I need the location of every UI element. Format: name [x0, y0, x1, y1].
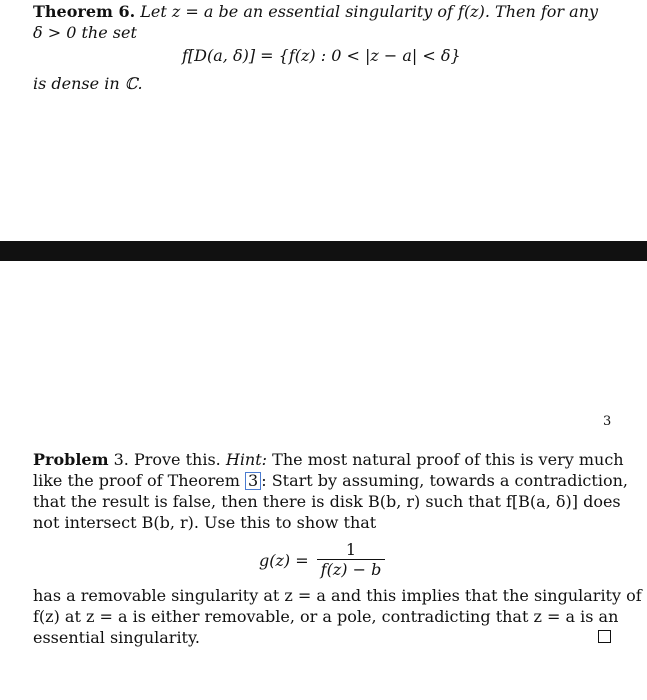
page-divider-bar — [0, 241, 647, 261]
fraction — [317, 541, 386, 580]
problem-label: Problem — [33, 450, 109, 469]
problem-line-3: that the result is false, then there is disk B(b, r) such that f[B(a, δ)] does — [33, 492, 621, 511]
theorem-equation: f[D(a, δ)] = {f(z) : 0 < |z − a| < δ} — [182, 46, 461, 65]
problem-line-2 — [33, 471, 628, 491]
display-formula — [259, 538, 385, 582]
fraction-denominator: f(z) − b — [320, 559, 382, 579]
problem-number: 3. — [113, 450, 129, 469]
page-number: 3 — [603, 414, 612, 429]
theorem-label: Theorem 6. — [33, 2, 136, 21]
problem-line-7: f(z) at z = a is either removable, or a pole, contradicting that z = a is an — [33, 607, 619, 626]
problem-line-6: has a removable singularity at z = a and this implies that the singularity of — [33, 586, 642, 605]
problem-text-1a: Prove this. — [133, 450, 221, 469]
fraction-numerator: 1 — [345, 539, 357, 559]
formula-lhs: g(z) = — [259, 550, 309, 570]
theorem-text-1: Let z = a be an essential singularity of f(z). Then for any — [140, 2, 599, 21]
problem-text-2a: like the proof of Theorem — [33, 471, 240, 490]
qed-square-icon — [598, 630, 611, 643]
problem-text-1b: The most natural proof of this is very much — [272, 450, 624, 469]
hint-label: Hint: — [225, 450, 268, 469]
theorem-line-2: δ > 0 the set — [33, 23, 137, 42]
problem-text-2b: : Start by assuming, towards a contradiction, — [261, 471, 628, 490]
problem-line-8: essential singularity. — [33, 628, 200, 647]
theorem-reference-link[interactable]: 3 — [245, 472, 261, 490]
problem-line-1 — [33, 450, 624, 470]
theorem-line-1 — [33, 2, 598, 22]
theorem-line-3: is dense in ℂ. — [33, 74, 143, 93]
problem-line-4: not intersect B(b, r). Use this to show that — [33, 513, 377, 532]
